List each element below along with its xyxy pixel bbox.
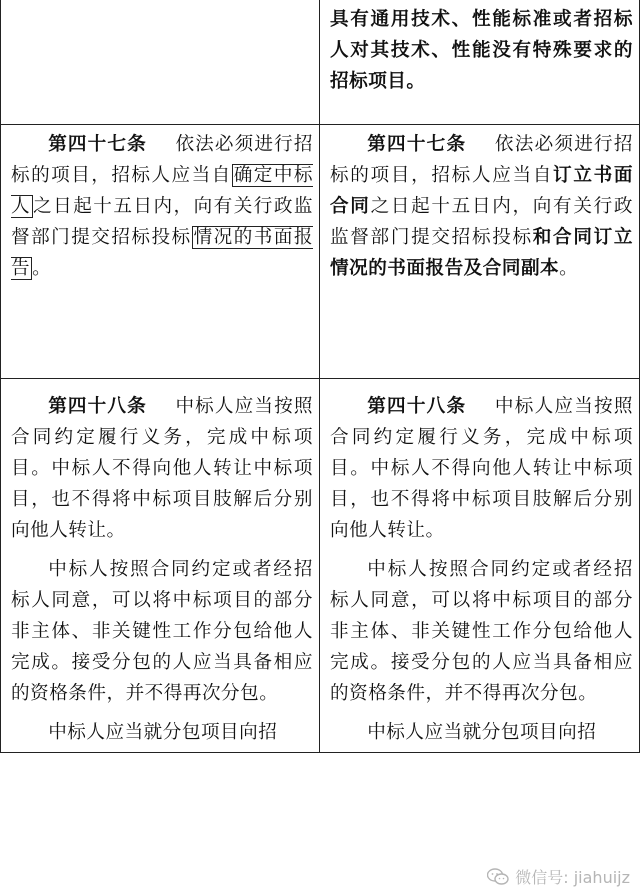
bold-text: 和合同订立情况的书面报告及合同副本: [330, 227, 633, 279]
bold-text: 订立书面合同: [330, 165, 633, 217]
left-cell-article-48: [1, 379, 320, 753]
article-number: 第四十七条: [48, 134, 147, 155]
paragraph: 中标人应当就分包项目向招: [367, 722, 597, 743]
wechat-icon: [487, 868, 509, 886]
paragraph: 中标人按照合同约定或者经招标人同意，可以将中标项目的部分非主体、非关键性工作分包给他人完成。接受分包的人应当具备相应的资格条件，并不得再次分包。: [11, 559, 313, 704]
left-cell-article-47: [1, 125, 320, 379]
paragraph: [330, 129, 633, 284]
text-run: 之日起十五日内，向有关行政监督部门提交招标投标: [330, 196, 633, 248]
table-row: [1, 125, 640, 379]
paragraph: [330, 391, 633, 546]
text-run: 。: [32, 258, 52, 279]
text-run: 中标人应当按照合同约定履行义务，完成中标项目。中标人不得向他人转让中标项目，也不得将中标项目肢解后分别向他人转让。: [330, 396, 633, 541]
text-run: 依法必须进行招标的项目，招标人应当自: [330, 134, 633, 186]
paragraph: [330, 4, 633, 97]
text-run: 中标人应当按照合同约定履行义务，完成中标项目。中标人不得向他人转让中标项目，也不得将中标项目肢解后分别向他人转让。: [11, 396, 313, 541]
paragraph: [11, 391, 313, 546]
article-number: 第四十八条: [48, 396, 147, 417]
right-cell-article-48: [320, 379, 640, 753]
table-row: [1, 0, 640, 125]
article-number: 第四十七条: [367, 134, 467, 155]
left-cell-empty: [1, 0, 320, 125]
text-run: 之日起十五日内，向有关行政监督部门提交招标投标: [11, 196, 313, 248]
watermark-text: 微信号: jiahuijz: [515, 868, 630, 887]
paragraph: 中标人应当就分包项目向招: [48, 722, 278, 743]
right-cell-article-47: [320, 125, 640, 379]
paragraph: [11, 129, 313, 284]
watermark: [487, 865, 630, 888]
table-row: [1, 379, 640, 753]
paragraph: 中标人按照合同约定或者经招标人同意，可以将中标项目的部分非主体、非关键性工作分包给他人完成。接受分包的人应当具备相应的资格条件，并不得再次分包。: [330, 559, 633, 704]
article-number: 第四十八条: [367, 396, 467, 417]
boxed-text: 情况的书面报告: [11, 227, 313, 279]
text-run: 。: [559, 258, 579, 279]
right-cell: [320, 0, 640, 125]
boxed-text: 确定中标人: [11, 165, 313, 217]
bold-text: 具有通用技术、性能标准或者招标人对其技术、性能没有特殊要求的招标项目。: [330, 9, 633, 92]
text-run: 依法必须进行招标的项目，招标人应当自: [11, 134, 313, 186]
